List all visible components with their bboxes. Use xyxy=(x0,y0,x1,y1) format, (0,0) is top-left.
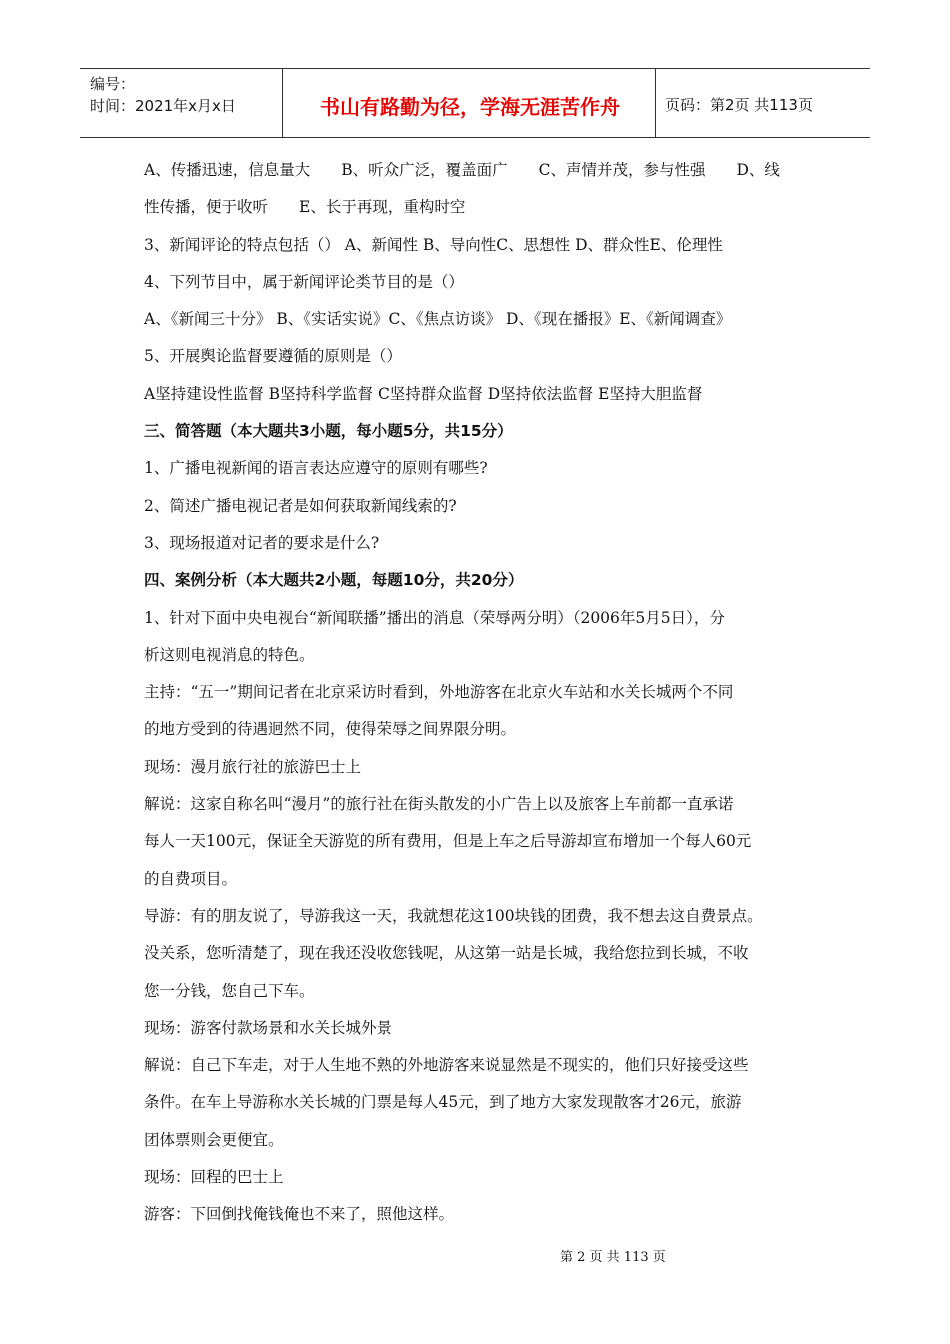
paragraph-line: 团体票则会更便宜。 xyxy=(144,1130,284,1149)
paragraph-line: 现场：游客付款场景和水关长城外景 xyxy=(144,1018,393,1037)
question-line: 5、开展舆论监督要遵循的原则是（） xyxy=(144,347,402,366)
paragraph-line: 每人一天100元，保证全天游览的所有费用，但是上车之后导游却宣布增加一个每人60元 xyxy=(144,832,752,851)
paragraph-line: 解说：自己下车走，对于人生地不熟的外地游客来说显然是不现实的，他们只好接受这些 xyxy=(144,1056,749,1075)
paragraph-line: 您一分钱，您自己下车。 xyxy=(144,981,315,1000)
question-line: 1、广播电视新闻的语言表达应遵守的原则有哪些? xyxy=(144,459,488,478)
section-heading: 三、简答题（本大题共3小题，每小题5分，共15分） xyxy=(144,422,513,441)
header-divider-left xyxy=(282,69,283,137)
section-heading: 四、案例分析（本大题共2小题，每题10分，共20分） xyxy=(144,571,524,590)
header-motto: 书山有路勤为径，学海无涯苦作舟 xyxy=(320,95,620,119)
paragraph-line: 1、针对下面中央电视台“新闻联播”播出的消息（荣辱两分明）（2006年5月5日），分 xyxy=(144,608,725,627)
option-line: A、《新闻三十分》 B、《实话实说》C、《焦点访谈》 D、《现在播报》E、《新闻调查》 xyxy=(144,310,732,329)
paragraph-line: 游客：下回倒找俺钱俺也不来了，照他这样。 xyxy=(144,1205,455,1224)
option-line: A坚持建设性监督 B坚持科学监督 C坚持群众监督 D坚持依法监督 E坚持大胆监督 xyxy=(144,384,703,403)
document-number-label: 编号： xyxy=(90,75,136,93)
header-meta xyxy=(90,73,236,117)
question-line: 3、新闻评论的特点包括（） A、新闻性 B、导向性C、思想性 D、群众性E、伦理性 xyxy=(144,235,723,254)
option-line: 性传播，便于收听 E、长于再现，重构时空 xyxy=(144,198,466,217)
paragraph-line: 没关系，您听清楚了，现在我还没收您钱呢，从这第一站是长城，我给您拉到长城，不收 xyxy=(144,944,749,963)
paragraph-line: 现场：漫月旅行社的旅游巴士上 xyxy=(144,757,362,776)
paragraph-line: 的地方受到的待遇迥然不同，使得荣辱之间界限分明。 xyxy=(144,720,517,739)
paragraph-line: 析这则电视消息的特色。 xyxy=(144,645,315,664)
paragraph-line: 现场：回程的巴士上 xyxy=(144,1168,284,1187)
paragraph-line: 条件。在车上导游称水关长城的门票是每人45元，到了地方大家发现散客才26元，旅游 xyxy=(144,1093,742,1112)
page-footer: 第 2 页 共 113 页 xyxy=(560,1250,666,1265)
header-divider-right xyxy=(655,69,656,137)
document-date: 时间：2021年x月x日 xyxy=(90,97,236,115)
paragraph-line: 导游：有的朋友说了，导游我这一天，我就想花这100块钱的团费，我不想去这自费景点。 xyxy=(144,906,763,925)
option-line: A、传播迅速，信息量大 B、听众广泛，覆盖面广 C、声情并茂，参与性强 D、线 xyxy=(144,161,780,179)
paragraph-line: 解说：这家自称名叫“漫月”的旅行社在街头散发的小广告上以及旅客上车前都一直承诺 xyxy=(144,795,734,814)
question-line: 3、现场报道对记者的要求是什么? xyxy=(144,533,380,552)
page-header xyxy=(80,68,870,138)
paragraph-line: 的自费项目。 xyxy=(144,869,238,888)
question-line: 2、简述广播电视记者是如何获取新闻线索的? xyxy=(144,496,457,515)
header-page-info: 页码：第2页 共113页 xyxy=(665,96,813,114)
question-line: 4、下列节目中，属于新闻评论类节目的是（） xyxy=(144,272,464,291)
document-body xyxy=(144,155,814,1237)
paragraph-line: 主持：“五一”期间记者在北京采访时看到，外地游客在北京火车站和水关长城两个不同 xyxy=(144,683,734,702)
